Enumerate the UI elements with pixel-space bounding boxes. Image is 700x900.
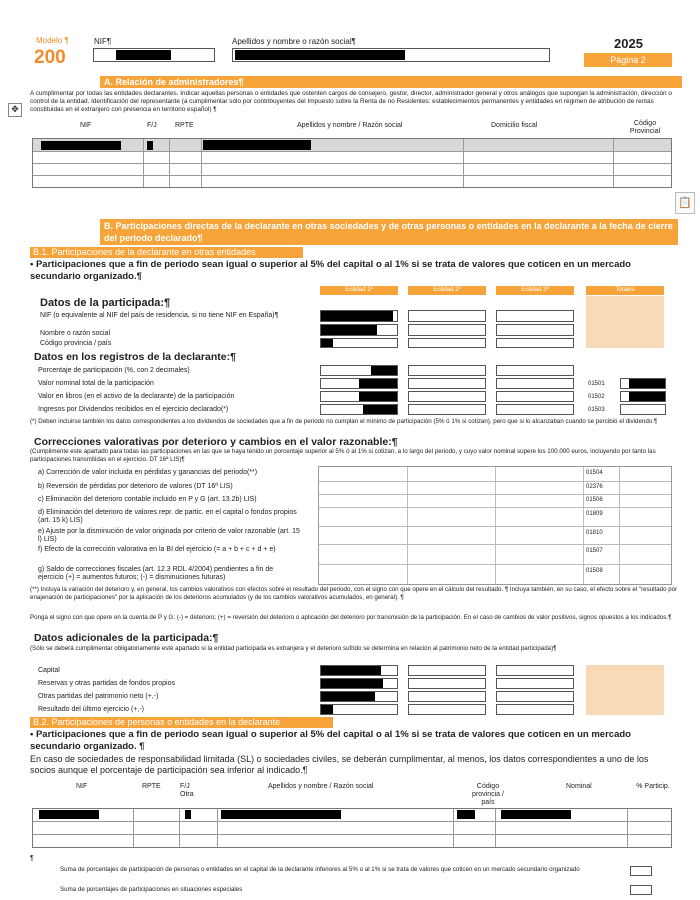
code-01809: 01809 [586,511,603,517]
code-01502: 01502 [588,394,605,400]
participada-codigo-e1[interactable] [320,338,398,348]
datos-participada: Datos de la participada:¶ [40,297,171,309]
resultado-e2[interactable] [408,704,486,715]
code-01504: 01504 [586,470,603,476]
move-handle-icon[interactable]: ✥ [8,103,22,117]
nota-dividendos: (*) Deben incluirse también los datos correspondientes a los dividendos de sociedades que a fin de periodo no cumplan el mínimo de participación (5% ó 1% si cotizan), pero que si lo alcanzaban cuando se percibió el dividendo.¶ [30,418,658,425]
otras-e2[interactable] [408,691,486,702]
nombre-label: Apellidos y nombre o razón social¶ [232,37,356,46]
nombre-field[interactable] [232,48,550,62]
col-codigo: Código Provincial [629,120,661,135]
col-nif: NIF [80,122,92,129]
col-nombre: Apellidos y nombre / Razón social [297,122,403,129]
correccion-label-e: e) Ajuste por la disminución de valor originada por criterio de valor razonable (art. 15 l) LIS) [38,528,300,543]
adicional-otras: Otras partidas del patrimonio neto (+,-) [38,693,159,700]
col-entidad-3: Entidad 3ª [496,286,574,295]
nota-signo: Ponga el signo con que opere en la cuenta de P y G: (-) = deterioro; (+) = reversión del deterioro o aplicación del deterioro por transmisión de la participación. En el caso de cambios de valor positivos, signos opuestos a los indicados.¶ [30,614,672,621]
code-01503: 01503 [588,407,605,413]
b2-col-rpte: RPTE [142,783,161,790]
datos-registros: Datos en los registros de la declarante:¶ [34,351,236,363]
registros-pct-e2[interactable] [408,365,486,376]
bullet-suma-inferiores: Suma de porcentajes de participación de personas o entidades en el capital de la declarante inferiores al 5% o al 1% si se trata de valores que coticen en un mercado secundario organizado [60,866,580,873]
registros-pct-e3[interactable] [496,365,574,376]
modelo-label: Modelo ¶ [36,36,69,45]
reservas-e1[interactable] [320,678,398,689]
registros-row-3: Ingresos por Dividendos recibidos en el ejercicio declarado(*) [38,406,229,413]
registros-nominal-e3[interactable] [496,378,574,389]
capital-e2[interactable] [408,665,486,676]
b2-note: En caso de sociedades de responsabilidad limitada (SL) o sociedades civiles, se deberán cumplimentar, al menos, los datos correspondientes a uno de los socios aunque el porcentaje de participación sea inferior al indicado.¶ [30,754,649,775]
participada-nif-e1[interactable] [320,310,398,322]
nif-field[interactable] [93,48,215,62]
participada-nif-e3[interactable] [496,310,574,322]
registros-nominal-e1[interactable] [320,378,398,389]
correccion-label-d: d) Eliminación del deterioro de valores repr. de partic. en el capital o fondos propios (art. 15 k) LIS) [38,509,297,524]
participada-nif: NIF (o equivalente al NIF del país de residencia, si no tiene NIF en España)¶ [40,312,279,319]
section-b-title: B. Participaciones directas de la declarante en otras sociedades y de otras personas o entidades en la declarante a la fecha de cierre del periodo declarado¶ [100,219,678,245]
code-01508: 01508 [586,568,603,574]
otras-e1[interactable] [320,691,398,702]
bullet-suma-especiales: Suma de porcentajes de participaciones en situaciones especiales [60,886,243,893]
capital-e1[interactable] [320,665,398,676]
col-entidad-2: Entidad 2ª [408,286,486,295]
year-label: 2025 [614,36,643,51]
correcciones-note: (Cumplimente este apartado para todas las participaciones en las que se haya tenido un porcentaje superior al 5% ó al 1% si cotizan, a lo largo del periodo, y cuyo valor nominal supere los 100.000 euros, incluyendo por tanto las participaciones transmitidas en el ejercicio. DT 16ª LIS)¶ [30,448,656,463]
total-libros[interactable] [620,391,666,402]
correcciones-title: Correcciones valorativas por deterioro y cambios en el valor razonable:¶ [34,436,398,448]
col-domicilio: Domicilio fiscal [491,122,538,129]
suma-inferiores-field[interactable] [630,866,652,876]
b2-table [32,808,672,848]
participada-codigo: Código provincia / país [40,340,112,347]
registros-libros-e3[interactable] [496,391,574,402]
suma-especiales-field[interactable] [630,885,652,895]
correccion-label-f: f) Efecto de la corrección valorativa en la BI del ejercicio (= a + b + c + d + e) [38,546,276,553]
adicionales-peach [586,665,664,715]
participada-nombre: Nombre o razón social [40,330,111,337]
b2-col-codigo: Código provincia / país [472,783,504,806]
b2-col-pct: % Particip. [636,783,670,790]
reservas-e2[interactable] [408,678,486,689]
code-02376: 02376 [586,484,603,490]
nif-label: NIF¶ [94,37,112,46]
registros-ingresos-e2[interactable] [408,404,486,415]
b1-heading: • Participaciones que a fin de periodo sean igual o superior al 5% del capital o al 1% si se trata de valores que coticen en un mercado secundario organizado.¶ [30,259,631,282]
b2-col-nombre: Apellidos y nombre / Razón social [268,783,374,790]
col-totales: Totales [586,286,664,295]
adicional-reservas: Reservas y otras partidas de fondos propios [38,680,175,687]
resultado-e3[interactable] [496,704,574,715]
total-nominal[interactable] [620,378,666,389]
registros-pct-e1[interactable] [320,365,398,376]
modelo-number: 200 [34,47,66,68]
total-ingresos[interactable] [620,404,666,415]
participada-nombre-e3[interactable] [496,324,574,336]
registros-ingresos-e3[interactable] [496,404,574,415]
nota-correcciones: (**) Incluya la variación del deterioro y, en general, los cambios valorativos con efectos sobre el resultado del periodo, con el signo con que opere en el cálculo del resultado. ¶ Incluya también, en su caso, el efecto sobre el "resultado por enajenación de participaciones" por la aplicación de los deterioros acumulados (y de los cambios valorativos acumulados, en general). ¶ [30,586,678,601]
participada-nombre-e2[interactable] [408,324,486,336]
b2-title: B.2. Participaciones de personas o entidades en la declarante [30,717,333,728]
code-01810: 01810 [586,530,603,536]
correcciones-grid [318,466,672,585]
code-01506: 01506 [586,497,603,503]
section-a-title: A. Relación de administradores¶ [100,76,682,88]
registros-libros-e2[interactable] [408,391,486,402]
correccion-label-b: b) Reversión de pérdidas por deterioro de valores (DT 16ª LIS) [38,483,233,490]
resultado-e1[interactable] [320,704,398,715]
registros-nominal-e2[interactable] [408,378,486,389]
otras-e3[interactable] [496,691,574,702]
para-mark: ¶ [30,855,34,862]
pagina-label: Página 2 [584,53,672,67]
capital-e3[interactable] [496,665,574,676]
participada-nombre-e1[interactable] [320,324,398,336]
reservas-e3[interactable] [496,678,574,689]
b2-col-fj: F/J Otra [180,783,194,798]
adicionales-note: (Sólo se deberá cumplimentar obligatoriamente este apartado si la entidad participada es extranjera y el deterioro sufrido se determina en relación al patrimonio neto de la entidad participada)¶ [30,645,557,652]
registros-row-0: Porcentaje de participación (%, con 2 decimales) [38,367,190,374]
adicional-capital: Capital [38,667,60,674]
code-01507: 01507 [586,548,603,554]
col-rpte: RPTE [175,122,194,129]
correccion-label-c: c) Eliminación del deterioro contable incluido en P y G (art. 13.2b) LIS) [38,496,257,503]
admin-table [32,138,672,188]
correccion-label-g: g) Saldo de correcciones fiscales (art. 12.3 RDL 4/2004) pendientes a fin de ejercicio (+) = aumentos futuros; (-) = disminuciones futuras) [38,566,274,581]
registros-ingresos-e1[interactable] [320,404,398,415]
col-fj: F/J [147,122,157,129]
correccion-label-a: a) Corrección de valor incluida en pérdidas y ganancias del periodo(**) [38,469,258,476]
registros-libros-e1[interactable] [320,391,398,402]
adicional-resultado: Resultado del último ejercicio (+,-) [38,706,145,713]
registros-row-1: Valor nominal total de la participación [38,380,154,387]
col-entidad-1: Entidad 1ª [320,286,398,295]
participada-nif-e2[interactable] [408,310,486,322]
paste-icon[interactable]: 📋 [675,192,695,214]
code-01501: 01501 [588,381,605,387]
b2-col-nif: NIF [76,783,88,790]
b2-col-nominal: Nominal [566,783,592,790]
registros-row-2: Valor en libros (en el activo de la declarante) de la participación [38,393,235,400]
participada-codigo-e2[interactable] [408,338,486,348]
b2-heading: • Participaciones que a fin de periodo sean igual o superior al 5% del capital o al 1% si se trata de valores que coticen en un mercado secundario organizado. ¶ [30,729,631,752]
participada-codigo-e3[interactable] [496,338,574,348]
totales-peach [586,296,664,348]
b1-title: B.1. Participaciones de la declarante en otras entidades [30,247,303,258]
section-a-instructions: A cumplimentar por todas las entidades declarantes. Indicar aquellas personas o entidades que ostenten cargos de consejero, gestor, director, administrador general y otros análogos que supongan la administración, dirección o control de la entidad. Identificación del representante (a cumplimentar sólo por contribuyentes del Impuesto sobre la Renta de no Residentes: establecimientos permanentes y entidades en régimen de atribución de rentas constituidas en el extranjero con presencia en territorio español) ¶ [30,90,672,113]
adicionales-title: Datos adicionales de la participada:¶ [34,632,219,644]
